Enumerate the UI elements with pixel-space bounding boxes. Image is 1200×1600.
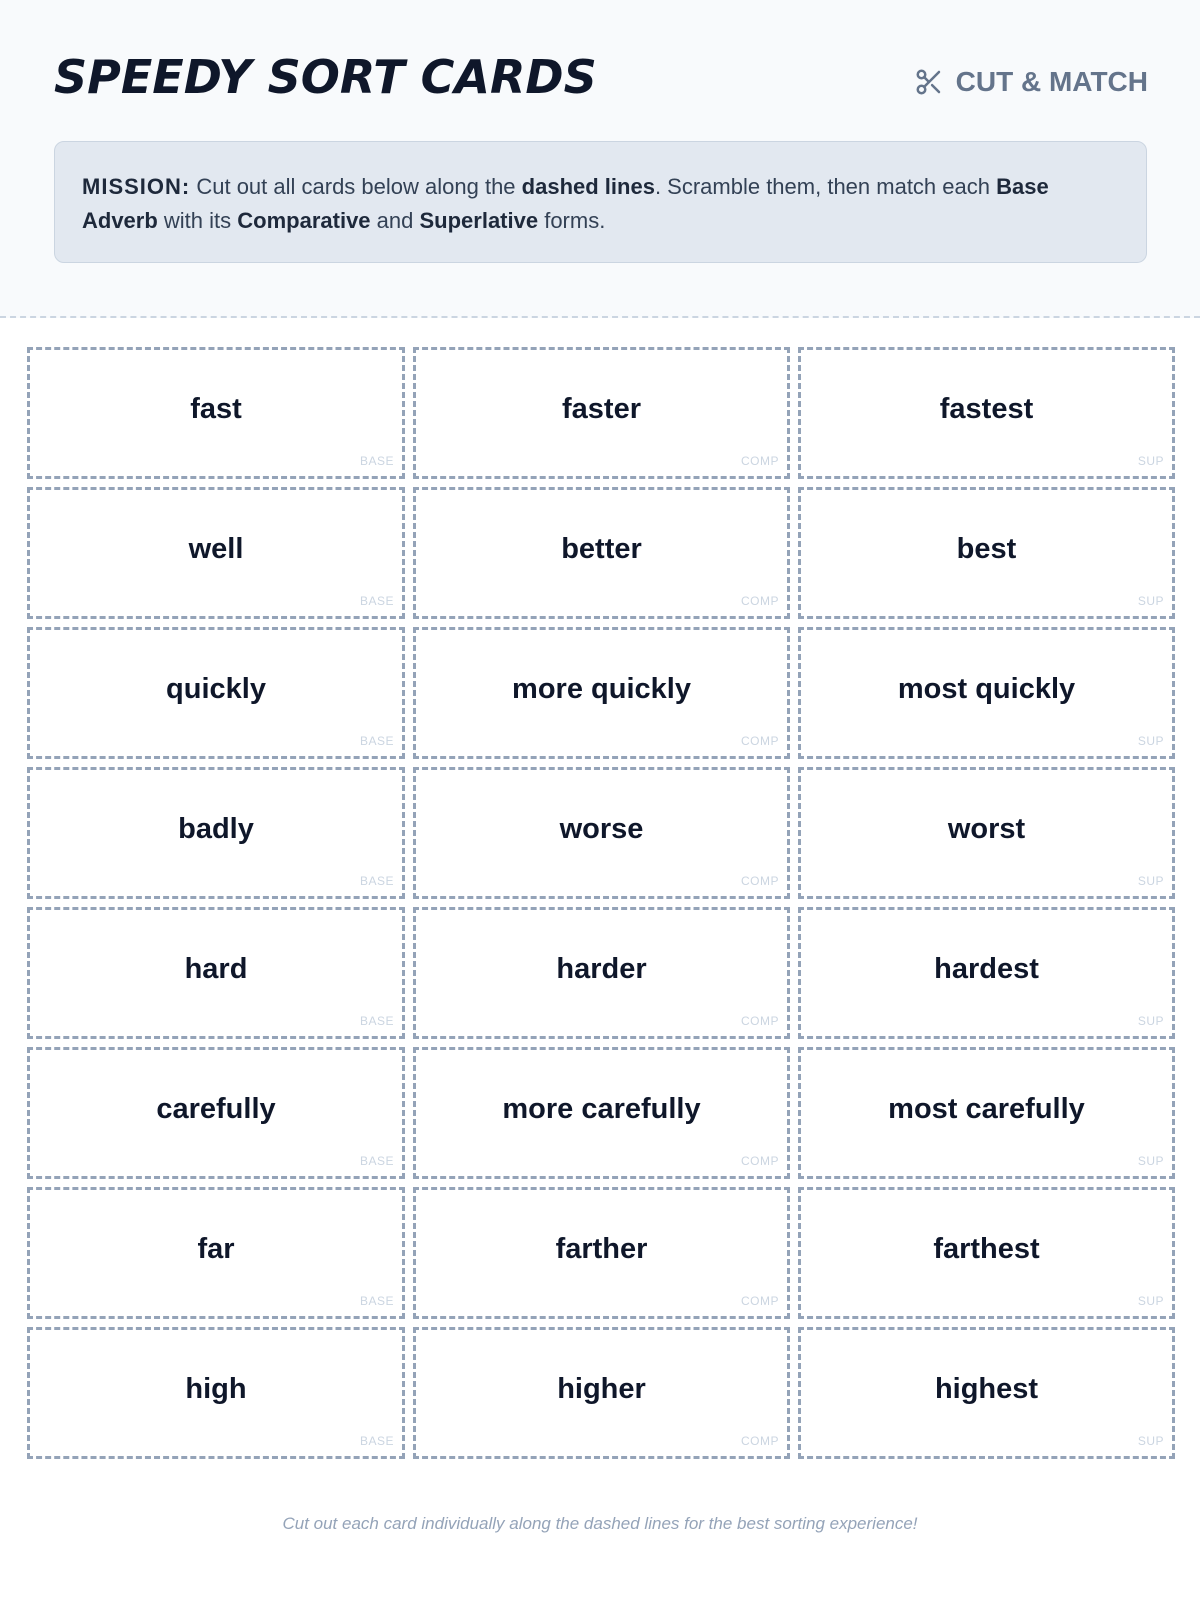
mission-emphasis: Comparative — [237, 208, 371, 233]
card-word: fast — [190, 392, 242, 425]
card-type-tag: SUP — [1137, 594, 1164, 608]
comparative-card — [413, 1187, 790, 1319]
superlative-card — [798, 907, 1175, 1039]
mission-label: MISSION: — [82, 174, 191, 199]
card-word: higher — [557, 1372, 646, 1405]
base-card — [27, 907, 405, 1039]
superlative-card — [798, 1047, 1175, 1179]
card-type-tag: BASE — [359, 1294, 394, 1308]
card-word: worst — [947, 812, 1026, 845]
scissors-icon — [914, 67, 944, 97]
mission-text: forms. — [538, 208, 606, 233]
card-type-tag: BASE — [359, 454, 394, 468]
base-card — [27, 627, 405, 759]
comparative-card — [413, 1327, 790, 1459]
mission-text: Cut out all cards below along the — [190, 174, 522, 199]
card-type-tag: SUP — [1137, 874, 1164, 888]
card-word: well — [188, 532, 244, 565]
footer-note: Cut out each card individually along the dashed lines for the best sorting experience! — [282, 1514, 918, 1533]
mission-text: . Scramble them, then match each — [654, 174, 997, 199]
card-type-tag: BASE — [359, 1434, 394, 1448]
card-type-tag: COMP — [741, 1014, 779, 1028]
card-word: harder — [556, 952, 647, 985]
card-word: fastest — [939, 392, 1034, 425]
superlative-card — [798, 767, 1175, 899]
card-word: most quickly — [897, 672, 1076, 705]
cut-match-label: CUT & MATCH — [955, 66, 1148, 97]
card-word: hardest — [934, 952, 1039, 985]
card-type-tag: COMP — [741, 1154, 779, 1168]
mission-emphasis: dashed lines — [521, 174, 655, 199]
card-word: farther — [555, 1232, 648, 1265]
card-word: badly — [178, 812, 254, 845]
card-word: carefully — [156, 1092, 276, 1125]
card-word: farthest — [933, 1232, 1040, 1265]
base-card — [27, 347, 405, 479]
card-type-tag: BASE — [359, 874, 394, 888]
card-word: best — [956, 532, 1017, 565]
card-type-tag: SUP — [1137, 1434, 1164, 1448]
card-type-tag: BASE — [359, 594, 394, 608]
comparative-card — [413, 487, 790, 619]
comparative-card — [413, 767, 790, 899]
mission-text: and — [370, 208, 420, 233]
superlative-card — [798, 1187, 1175, 1319]
card-type-tag: BASE — [359, 1014, 394, 1028]
card-type-tag: COMP — [741, 874, 779, 888]
card-type-tag: COMP — [741, 1294, 779, 1308]
cut-match-badge — [914, 66, 1148, 98]
card-word: more quickly — [512, 672, 691, 705]
card-word: better — [561, 532, 642, 565]
card-type-tag: COMP — [741, 1434, 779, 1448]
superlative-card — [798, 627, 1175, 759]
card-word: faster — [562, 392, 641, 425]
mission-box — [54, 141, 1147, 263]
base-card — [27, 767, 405, 899]
card-type-tag: BASE — [359, 1154, 394, 1168]
mission-emphasis: Base Adverb — [82, 174, 1049, 233]
comparative-card — [413, 347, 790, 479]
superlative-card — [798, 347, 1175, 479]
worksheet-header — [0, 0, 1200, 318]
card-type-tag: SUP — [1137, 1294, 1164, 1308]
comparative-card — [413, 627, 790, 759]
card-word: hard — [184, 952, 248, 985]
superlative-card — [798, 1327, 1175, 1459]
card-type-tag: SUP — [1137, 1014, 1164, 1028]
card-type-tag: SUP — [1137, 734, 1164, 748]
mission-text: with its — [157, 208, 238, 233]
card-word: more carefully — [502, 1092, 701, 1125]
base-card — [27, 487, 405, 619]
page-title: SPEEDY SORT CARDS — [54, 50, 597, 104]
card-word: worse — [559, 812, 644, 845]
card-word: high — [185, 1372, 247, 1405]
mission-emphasis: Superlative — [419, 208, 539, 233]
card-type-tag: COMP — [741, 454, 779, 468]
card-grid — [27, 347, 1174, 1459]
card-type-tag: COMP — [741, 734, 779, 748]
card-word: highest — [934, 1372, 1039, 1405]
base-card — [27, 1187, 405, 1319]
base-card — [27, 1327, 405, 1459]
comparative-card — [413, 907, 790, 1039]
card-type-tag: BASE — [359, 734, 394, 748]
card-word: most carefully — [888, 1092, 1085, 1125]
card-word: far — [197, 1232, 235, 1265]
base-card — [27, 1047, 405, 1179]
superlative-card — [798, 487, 1175, 619]
card-type-tag: SUP — [1137, 454, 1164, 468]
card-type-tag: SUP — [1137, 1154, 1164, 1168]
comparative-card — [413, 1047, 790, 1179]
card-type-tag: COMP — [741, 594, 779, 608]
card-word: quickly — [166, 672, 266, 705]
